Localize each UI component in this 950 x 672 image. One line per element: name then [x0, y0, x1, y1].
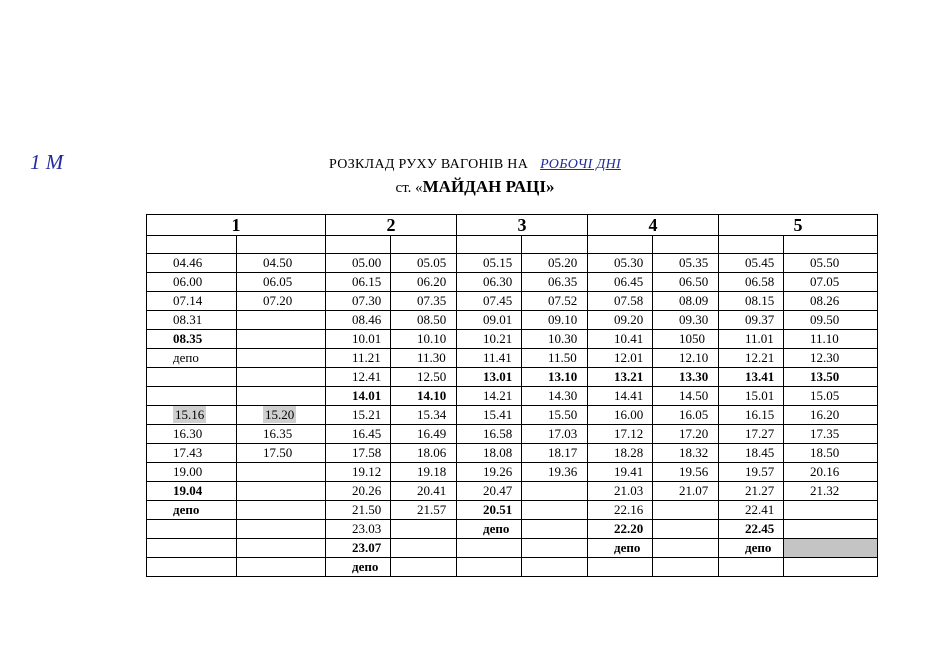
time-cell: 20.26	[326, 482, 391, 501]
time-cell: 06.30	[457, 273, 522, 292]
table-row	[147, 558, 878, 577]
header-row	[147, 215, 878, 236]
time-cell: 17.50	[237, 444, 326, 463]
time-cell: 04.50	[237, 254, 326, 273]
time-cell: 07.52	[522, 292, 588, 311]
time-cell	[391, 520, 457, 539]
time-cell: 06.00	[147, 273, 237, 292]
time-cell: 06.20	[391, 273, 457, 292]
time-cell: 16.49	[391, 425, 457, 444]
column-header: 5	[719, 215, 878, 236]
table-row	[147, 501, 878, 520]
time-cell	[147, 387, 237, 406]
time-cell: 16.20	[784, 406, 878, 425]
time-cell	[784, 539, 878, 558]
time-cell: 08.26	[784, 292, 878, 311]
time-cell: 15.21	[326, 406, 391, 425]
time-cell	[237, 368, 326, 387]
time-cell: 19.36	[522, 463, 588, 482]
spacer-cell	[653, 236, 719, 254]
time-cell: 18.28	[588, 444, 653, 463]
time-cell	[391, 558, 457, 577]
station-suffix: »	[545, 177, 555, 196]
table-row	[147, 406, 878, 425]
time-cell: 16.58	[457, 425, 522, 444]
workdays-link[interactable]: РОБОЧІ ДНІ	[540, 157, 621, 172]
time-cell: 05.05	[391, 254, 457, 273]
time-cell: 11.21	[326, 349, 391, 368]
time-cell	[237, 501, 326, 520]
time-cell	[237, 520, 326, 539]
time-cell: 07.14	[147, 292, 237, 311]
table-row	[147, 425, 878, 444]
time-cell: 17.12	[588, 425, 653, 444]
time-cell: 11.50	[522, 349, 588, 368]
time-cell: 06.58	[719, 273, 784, 292]
table-row	[147, 539, 878, 558]
time-cell: 09.37	[719, 311, 784, 330]
time-cell: 13.50	[784, 368, 878, 387]
time-cell: 15.01	[719, 387, 784, 406]
time-cell: 05.20	[522, 254, 588, 273]
time-cell: 15.05	[784, 387, 878, 406]
time-cell: 17.43	[147, 444, 237, 463]
table-row	[147, 254, 878, 273]
time-cell: 19.12	[326, 463, 391, 482]
time-cell	[457, 539, 522, 558]
time-cell	[457, 558, 522, 577]
time-cell: 10.21	[457, 330, 522, 349]
time-cell: 20.41	[391, 482, 457, 501]
title-text: РОЗКЛАД РУХУ ВАГОНІВ НА	[329, 157, 529, 172]
table-row	[147, 292, 878, 311]
time-cell	[237, 482, 326, 501]
time-cell: 16.30	[147, 425, 237, 444]
time-cell: 11.30	[391, 349, 457, 368]
column-header: 3	[457, 215, 588, 236]
spacer-cell	[784, 236, 878, 254]
time-cell	[147, 558, 237, 577]
time-cell: 11.41	[457, 349, 522, 368]
time-cell	[522, 558, 588, 577]
time-cell	[719, 558, 784, 577]
spacer-cell	[719, 236, 784, 254]
time-cell: 17.35	[784, 425, 878, 444]
time-cell: 1050	[653, 330, 719, 349]
time-cell: 19.00	[147, 463, 237, 482]
spacer-cell	[588, 236, 653, 254]
time-cell: 05.45	[719, 254, 784, 273]
time-cell: депо	[588, 539, 653, 558]
time-cell: депо	[719, 539, 784, 558]
time-cell: 13.30	[653, 368, 719, 387]
time-cell: 17.20	[653, 425, 719, 444]
time-cell: 20.51	[457, 501, 522, 520]
time-cell: 18.06	[391, 444, 457, 463]
time-cell: 05.00	[326, 254, 391, 273]
time-cell	[147, 520, 237, 539]
time-cell	[522, 520, 588, 539]
time-cell: 11.01	[719, 330, 784, 349]
time-cell: 10.41	[588, 330, 653, 349]
time-cell	[522, 482, 588, 501]
time-cell: 16.45	[326, 425, 391, 444]
time-cell: 07.58	[588, 292, 653, 311]
schedule-table	[146, 214, 878, 577]
time-cell: 06.05	[237, 273, 326, 292]
station-prefix: ст. «	[395, 180, 423, 196]
time-cell	[237, 311, 326, 330]
time-cell	[237, 463, 326, 482]
time-cell: 21.57	[391, 501, 457, 520]
time-cell: 19.41	[588, 463, 653, 482]
table-row	[147, 368, 878, 387]
time-cell: 09.30	[653, 311, 719, 330]
table-row	[147, 349, 878, 368]
time-cell: 18.50	[784, 444, 878, 463]
time-cell	[653, 520, 719, 539]
time-cell: 23.03	[326, 520, 391, 539]
time-cell	[237, 349, 326, 368]
time-cell: 21.27	[719, 482, 784, 501]
time-cell: 12.30	[784, 349, 878, 368]
time-cell: 13.21	[588, 368, 653, 387]
time-cell: 19.56	[653, 463, 719, 482]
spacer-cell	[237, 236, 326, 254]
time-cell	[784, 520, 878, 539]
time-cell: 16.15	[719, 406, 784, 425]
time-cell: 08.50	[391, 311, 457, 330]
time-cell: 10.01	[326, 330, 391, 349]
time-cell: 12.50	[391, 368, 457, 387]
time-cell	[784, 558, 878, 577]
time-cell: 14.50	[653, 387, 719, 406]
spacer-cell	[457, 236, 522, 254]
time-cell: 09.10	[522, 311, 588, 330]
time-cell: 19.26	[457, 463, 522, 482]
time-cell: 08.09	[653, 292, 719, 311]
table-row	[147, 330, 878, 349]
time-cell	[237, 387, 326, 406]
time-cell: 21.50	[326, 501, 391, 520]
time-cell: 16.00	[588, 406, 653, 425]
time-cell: 09.20	[588, 311, 653, 330]
time-cell: 22.16	[588, 501, 653, 520]
time-cell: 19.57	[719, 463, 784, 482]
table-row	[147, 482, 878, 501]
time-cell: 14.21	[457, 387, 522, 406]
time-cell: 14.01	[326, 387, 391, 406]
time-cell: депо	[326, 558, 391, 577]
time-cell: 18.45	[719, 444, 784, 463]
time-cell: 07.35	[391, 292, 457, 311]
time-cell	[147, 539, 237, 558]
time-cell	[237, 330, 326, 349]
time-cell	[237, 558, 326, 577]
table-row	[147, 463, 878, 482]
time-cell: 09.50	[784, 311, 878, 330]
time-cell: 14.30	[522, 387, 588, 406]
spacer-cell	[147, 236, 237, 254]
time-cell: 23.07	[326, 539, 391, 558]
time-cell: 18.32	[653, 444, 719, 463]
time-cell	[147, 368, 237, 387]
time-cell: 21.03	[588, 482, 653, 501]
time-cell	[784, 501, 878, 520]
column-header: 4	[588, 215, 719, 236]
table-row	[147, 520, 878, 539]
time-cell: 13.10	[522, 368, 588, 387]
time-cell: 15.50	[522, 406, 588, 425]
time-cell	[588, 558, 653, 577]
time-cell: 22.20	[588, 520, 653, 539]
time-cell: депо	[147, 349, 237, 368]
time-cell: 17.58	[326, 444, 391, 463]
time-cell: 07.05	[784, 273, 878, 292]
time-cell: 13.41	[719, 368, 784, 387]
time-cell: 06.35	[522, 273, 588, 292]
time-cell: 19.04	[147, 482, 237, 501]
spacer-cell	[391, 236, 457, 254]
time-cell: 08.15	[719, 292, 784, 311]
time-cell: 20.16	[784, 463, 878, 482]
table-row	[147, 387, 878, 406]
time-cell: 08.31	[147, 311, 237, 330]
time-cell: 19.18	[391, 463, 457, 482]
time-cell: 05.50	[784, 254, 878, 273]
time-cell: 07.45	[457, 292, 522, 311]
time-cell	[522, 501, 588, 520]
time-cell: 17.27	[719, 425, 784, 444]
time-cell: 12.10	[653, 349, 719, 368]
time-cell: 18.17	[522, 444, 588, 463]
time-cell: 21.07	[653, 482, 719, 501]
time-cell: депо	[147, 501, 237, 520]
time-cell: 18.08	[457, 444, 522, 463]
schedule-title	[0, 157, 950, 173]
spacer-cell	[326, 236, 391, 254]
time-cell	[391, 539, 457, 558]
time-cell: 07.30	[326, 292, 391, 311]
time-cell	[653, 501, 719, 520]
column-header: 2	[326, 215, 457, 236]
time-cell	[237, 406, 326, 425]
time-cell: 08.35	[147, 330, 237, 349]
time-cell: 13.01	[457, 368, 522, 387]
time-cell: 17.03	[522, 425, 588, 444]
time-cell: 07.20	[237, 292, 326, 311]
time-cell: 21.32	[784, 482, 878, 501]
time-cell: 09.01	[457, 311, 522, 330]
time-cell: 06.45	[588, 273, 653, 292]
time-cell: 16.05	[653, 406, 719, 425]
route-label: 1 M	[30, 150, 64, 174]
station-name: МАЙДАН РАЦІ	[422, 177, 546, 196]
station-title	[0, 177, 950, 197]
time-cell: 15.34	[391, 406, 457, 425]
time-cell: 22.45	[719, 520, 784, 539]
highlighted-time: 15.20	[265, 407, 295, 422]
time-cell: 22.41	[719, 501, 784, 520]
time-cell: 12.01	[588, 349, 653, 368]
time-cell: 04.46	[147, 254, 237, 273]
time-cell: 06.15	[326, 273, 391, 292]
time-cell: 14.10	[391, 387, 457, 406]
time-cell: 10.10	[391, 330, 457, 349]
time-cell	[147, 406, 237, 425]
time-cell: 15.41	[457, 406, 522, 425]
time-cell: 20.47	[457, 482, 522, 501]
time-cell: 05.30	[588, 254, 653, 273]
spacer-cell	[522, 236, 588, 254]
time-cell: 06.50	[653, 273, 719, 292]
time-cell: 14.41	[588, 387, 653, 406]
time-cell: 11.10	[784, 330, 878, 349]
time-cell	[522, 539, 588, 558]
spacer-row	[147, 236, 878, 254]
table-row	[147, 273, 878, 292]
time-cell	[653, 558, 719, 577]
table-row	[147, 444, 878, 463]
time-cell: 12.21	[719, 349, 784, 368]
time-cell	[653, 539, 719, 558]
time-cell: 16.35	[237, 425, 326, 444]
highlighted-time: 15.16	[175, 407, 205, 422]
time-cell: 12.41	[326, 368, 391, 387]
time-cell: депо	[457, 520, 522, 539]
time-cell: 08.46	[326, 311, 391, 330]
time-cell	[237, 539, 326, 558]
column-header: 1	[147, 215, 326, 236]
time-cell: 05.15	[457, 254, 522, 273]
time-cell: 10.30	[522, 330, 588, 349]
table-row	[147, 311, 878, 330]
time-cell: 05.35	[653, 254, 719, 273]
